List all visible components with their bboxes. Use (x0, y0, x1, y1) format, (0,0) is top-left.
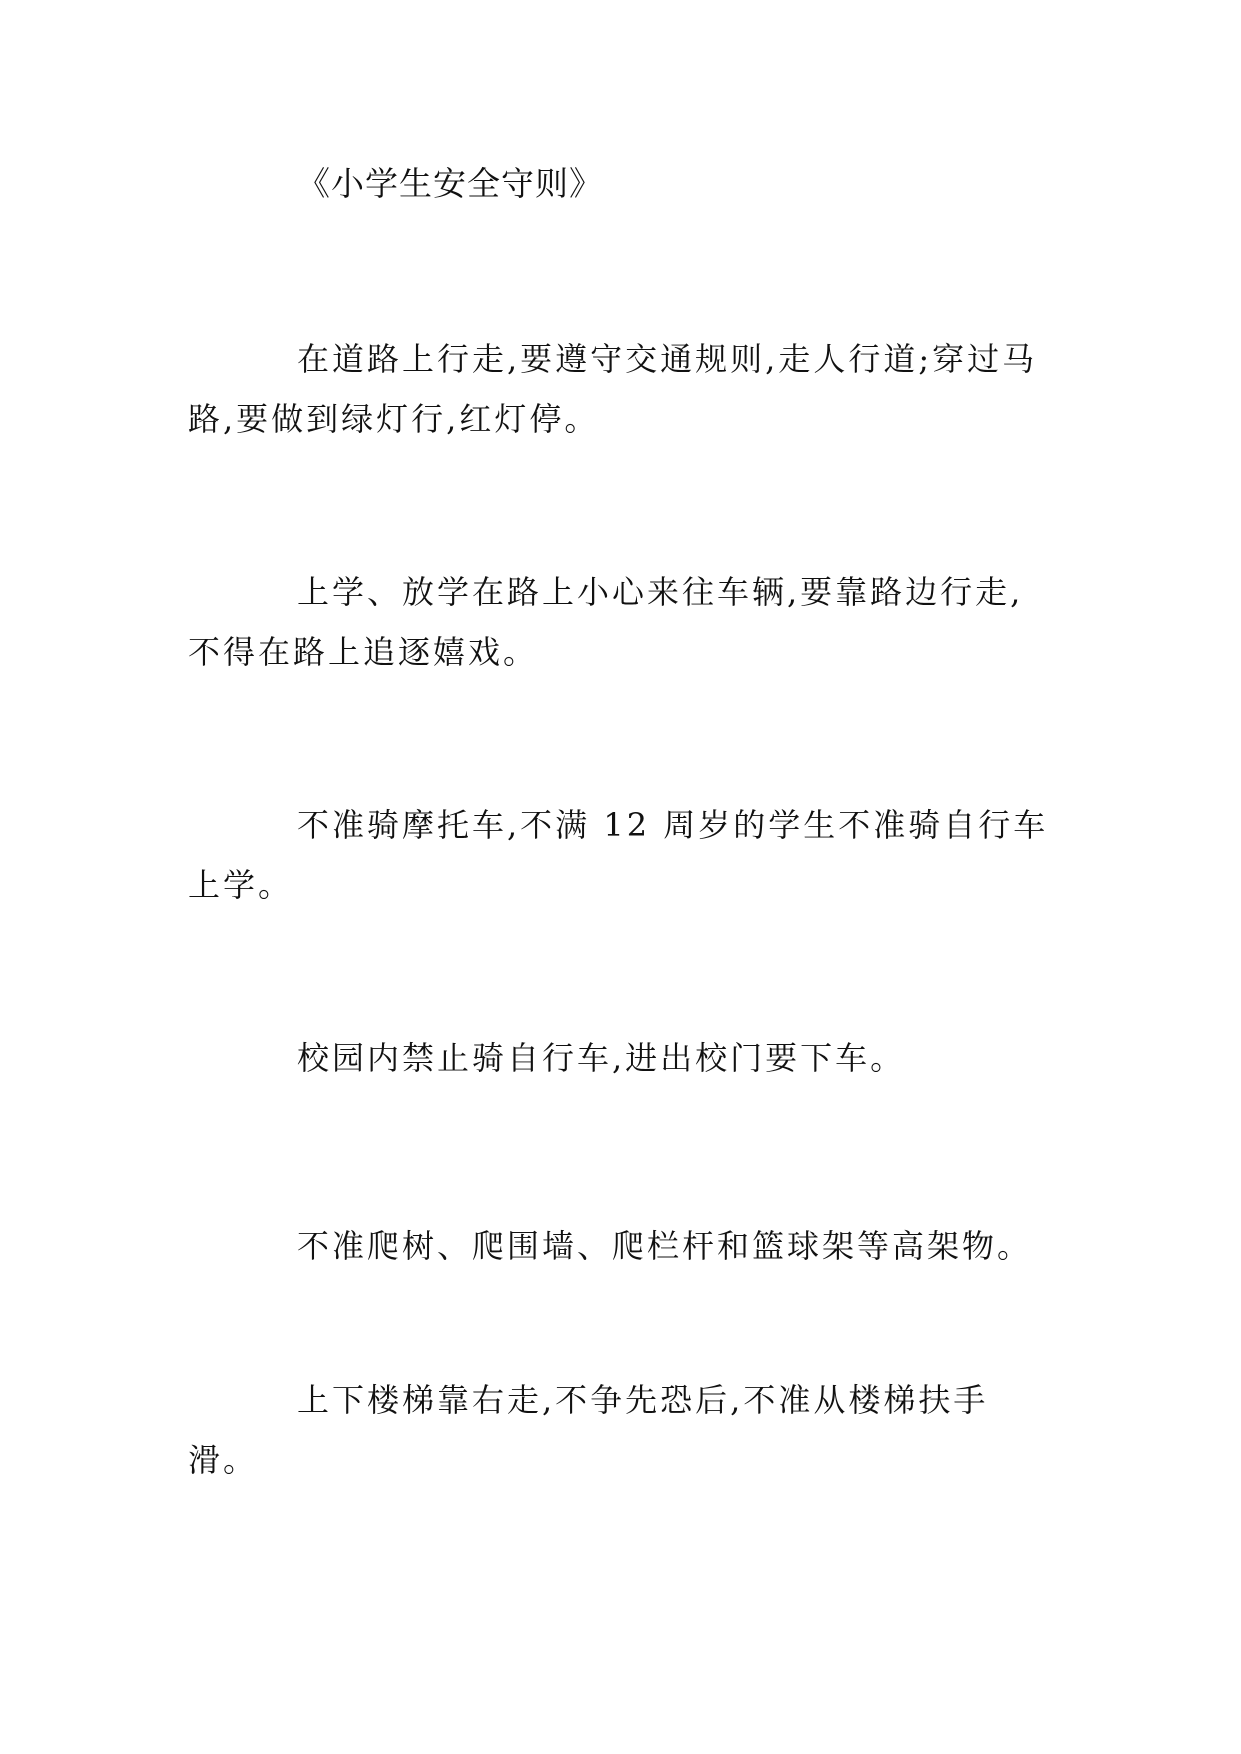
paragraph-stairs-safety: 上下楼梯靠右走,不争先恐后,不准从楼梯扶手滑。 (188, 1381, 989, 1479)
document-title: 《小学生安全守则》 (297, 164, 603, 203)
paragraph-traffic-rules: 在道路上行走,要遵守交通规则,走人行道;穿过马路,要做到绿灯行,红灯停。 (188, 340, 1038, 438)
paragraph-campus-bicycle: 校园内禁止骑自行车,进出校门要下车。 (297, 1039, 906, 1077)
paragraph-no-climbing: 不准爬树、爬围墙、爬栏杆和篮球架等高架物。 (297, 1227, 1033, 1265)
paragraph-cycling-rules: 不准骑摩托车,不满 12 周岁的学生不准骑自行车上学。 (188, 806, 1049, 904)
paragraph-road-safety: 上学、放学在路上小心来往车辆,要靠路边行走,不得在路上追逐嬉戏。 (188, 573, 1024, 671)
